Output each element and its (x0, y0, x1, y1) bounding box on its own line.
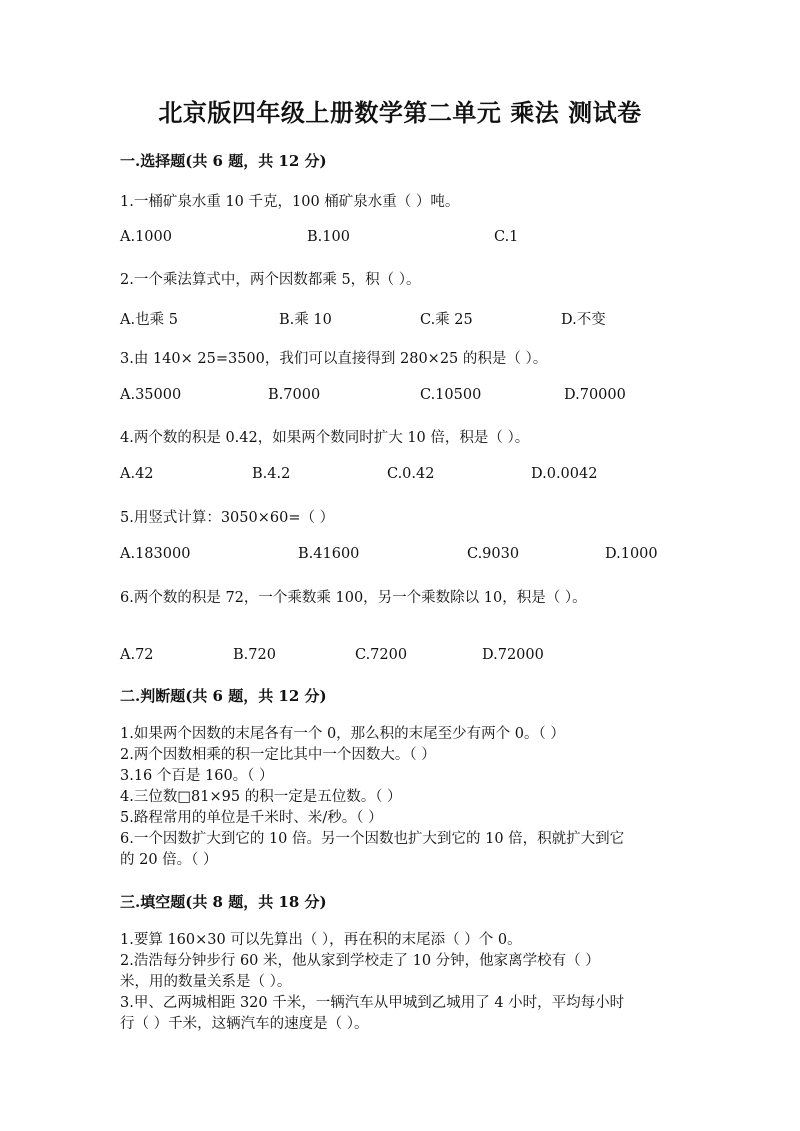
choice-q3-option-d: D.70000 (564, 387, 626, 403)
choice-q5-option-a: A.183000 (120, 546, 191, 562)
choice-q5-option-b: B.41600 (298, 546, 360, 562)
choice-q5-option-d: D.1000 (605, 546, 658, 562)
choice-q6-option-b: B.720 (233, 647, 276, 663)
section-heading-judgement: 二.判断题(共 6 题，共 12 分) (120, 687, 327, 705)
fill-line-3a: 3.甲、乙两城相距 320 千米，一辆汽车从甲城到乙城用了 4 小时，平均每小时 (120, 995, 625, 1011)
fill-line-1: 1.要算 160×30 可以先算出（ ），再在积的末尾添（ ）个 0。 (120, 932, 522, 948)
choice-q1-option-b: B.100 (307, 229, 350, 245)
fill-line-2b: 米，用的数量关系是（ ）。 (120, 974, 292, 990)
fill-line-3b: 行（ ）千米，这辆汽车的速度是（ ）。 (120, 1016, 369, 1032)
choice-question-4: 4.两个数的积是 0.42，如果两个数同时扩大 10 倍，积是（ ）。 (120, 430, 530, 446)
choice-q3-option-b: B.7000 (268, 387, 321, 403)
judgement-line-6b: 的 20 倍。（ ） (120, 852, 218, 868)
choice-q2-option-a: A.也乘 5 (120, 312, 178, 328)
choice-q5-option-c: C.9030 (467, 546, 520, 562)
judgement-line-1: 1.如果两个因数的末尾各有一个 0，那么积的末尾至少有两个 0。（ ） (120, 726, 565, 742)
choice-q2-option-d: D.不变 (561, 312, 606, 328)
choice-q1-option-c: C.1 (494, 229, 519, 245)
choice-q4-option-c: C.0.42 (387, 466, 435, 482)
choice-question-5: 5.用竖式计算：3050×60=（ ） (120, 510, 335, 526)
choice-q2-option-c: C.乘 25 (420, 312, 473, 328)
judgement-line-2: 2.两个因数相乘的积一定比其中一个因数大。（ ） (120, 747, 436, 763)
judgement-line-3: 3.16 个百是 160。（ ） (120, 768, 274, 784)
page-title: 北京版四年级上册数学第二单元 乘法 测试卷 (158, 98, 642, 127)
choice-q2-option-b: B.乘 10 (279, 312, 332, 328)
choice-question-6: 6.两个数的积是 72，一个乘数乘 100，另一个乘数除以 10，积是（ ）。 (120, 590, 587, 606)
choice-q3-option-a: A.35000 (120, 387, 182, 403)
choice-q6-option-c: C.7200 (355, 647, 408, 663)
fill-line-2a: 2.浩浩每分钟步行 60 米，他从家到学校走了 10 分钟，他家离学校有（ ） (120, 953, 600, 969)
choice-q3-option-c: C.10500 (420, 387, 482, 403)
judgement-line-6a: 6.一个因数扩大到它的 10 倍。另一个因数也扩大到它的 10 倍，积就扩大到它 (120, 831, 625, 847)
choice-q1-option-a: A.1000 (120, 229, 172, 245)
choice-q4-option-a: A.42 (120, 466, 154, 482)
choice-question-1: 1.一桶矿泉水重 10 千克，100 桶矿泉水重（ ）吨。 (120, 194, 460, 210)
choice-q6-option-a: A.72 (120, 647, 154, 663)
judgement-line-5: 5.路程常用的单位是千米时、米/秒。（ ） (120, 810, 383, 826)
section-heading-choice: 一.选择题(共 6 题，共 12 分) (120, 152, 327, 170)
choice-q6-option-d: D.72000 (482, 647, 544, 663)
choice-q4-option-d: D.0.0042 (531, 466, 598, 482)
judgement-line-4: 4.三位数□81×95 的积一定是五位数。（ ） (120, 789, 402, 805)
choice-q4-option-b: B.4.2 (252, 466, 291, 482)
choice-question-2: 2.一个乘法算式中，两个因数都乘 5，积（ ）。 (120, 272, 421, 288)
choice-question-3: 3.由 140× 25=3500，我们可以直接得到 280×25 的积是（ ）。 (120, 351, 548, 367)
section-heading-fill-blank: 三.填空题(共 8 题，共 18 分) (120, 893, 327, 911)
